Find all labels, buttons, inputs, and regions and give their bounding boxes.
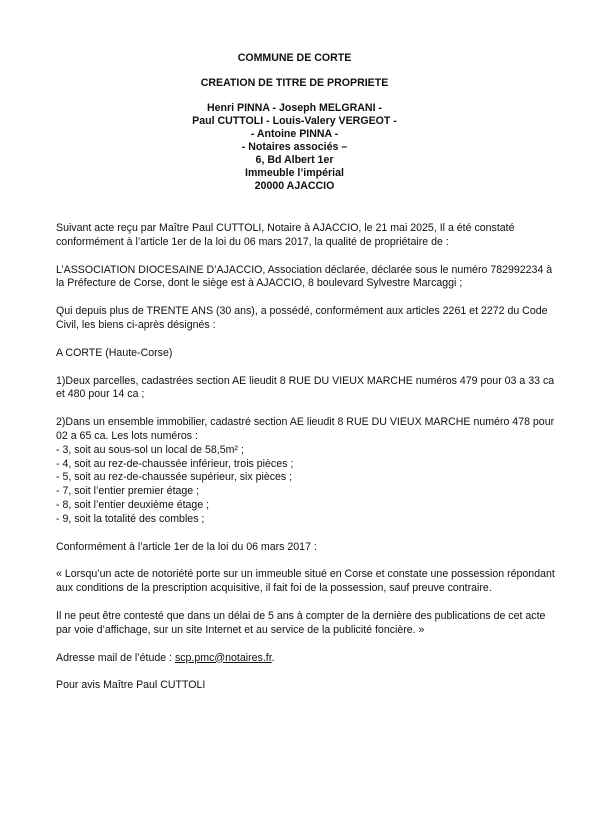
paragraph-email: [56, 652, 556, 666]
document-subject: CREATION DE TITRE DE PROPRIETE: [200, 77, 389, 89]
list-item: - 8, soit l’entier deuxième étage ;: [56, 498, 210, 511]
paragraph-location: A CORTE (Haute-Corse): [56, 346, 173, 359]
notaries-line-4: - Notaires associés –: [241, 141, 348, 153]
address-line-1: 6, Bd Albert 1er: [255, 154, 334, 166]
document-body: [56, 222, 556, 707]
paragraph-item-2: 2)Dans un ensemble immobilier, cadastré section AE lieudit 8 RUE DU VIEUX MARCHE numéro 478 pour 02 a 65 ca. Les lots numéros :: [56, 416, 555, 442]
paragraph-quote-1: « Lorsqu’un acte de notoriété porte sur un immeuble situé en Corse et constate une possession répondant aux conditions de la prescription acquisitive, il fait foi de la possession, sauf preuve contraire.: [56, 568, 555, 595]
list-item: - 7, soit l’entier premier étage ;: [56, 485, 200, 498]
signature-line: Pour avis Maître Paul CUTTOLI: [56, 679, 206, 692]
document-header: [0, 52, 589, 193]
paragraph-item-1: 1)Deux parcelles, cadastrées section AE lieudit 8 RUE DU VIEUX MARCHE numéros 479 pour 03 a 33 ca et 480 pour 14 ca ;: [56, 374, 555, 401]
paragraph-owner: L’ASSOCIATION DIOCESAINE D’AJACCIO, Association déclarée, déclarée sous le numéro 782992234 à la Préfecture de Corse, dont le siège est à AJACCIO, 8 boulevard Sylvestre Marcaggi ;: [56, 263, 553, 290]
email-link[interactable]: scp.pmc@notaires.fr: [174, 651, 272, 664]
list-item: - 3, soit au sous-sol un local de 58,5m² ;: [56, 443, 244, 456]
address-line-2: Immeuble l’impérial: [245, 167, 344, 179]
notaries-line-1: Henri PINNA - Joseph MELGRANI -: [206, 102, 382, 114]
list-item: - 4, soit au rez-de-chaussée inférieur, trois pièces ;: [56, 457, 294, 470]
email-suffix: .: [271, 651, 275, 664]
paragraph-quote-2: Il ne peut être contesté que dans un délai de 5 ans à compter de la dernière des publications de cet acte par voie d’affichage, sur un site Internet et au service de la publicité foncière. »: [56, 609, 546, 636]
paragraph-deed: Suivant acte reçu par Maître Paul CUTTOLI, Notaire à AJACCIO, le 21 mai 2025, Il a été constaté conformément à l’article 1er de la loi du 06 mars 2017, la qualité de propriétaire de :: [56, 222, 515, 248]
notaries-line-2: Paul CUTTOLI - Louis-Valery VERGEOT -: [192, 115, 397, 127]
list-item: - 5, soit au rez-de-chaussée supérieur, six pièces ;: [56, 471, 293, 484]
list-item: - 9, soit la totalité des combles ;: [56, 512, 205, 525]
notaries-line-3: - Antoine PINNA -: [250, 128, 339, 140]
commune-title: COMMUNE DE CORTE: [237, 52, 352, 64]
email-label: Adresse mail de l’étude :: [56, 651, 175, 664]
lots-list: [56, 444, 556, 527]
paragraph-possession: Qui depuis plus de TRENTE ANS (30 ans), a possédé, conformément aux articles 2261 et 2272 du Code Civil, les biens ci-après désignés :: [56, 305, 548, 331]
paragraph-law-reference: Conformément à l’article 1er de la loi du 06 mars 2017 :: [56, 540, 317, 553]
address-line-3: 20000 AJACCIO: [254, 180, 335, 192]
